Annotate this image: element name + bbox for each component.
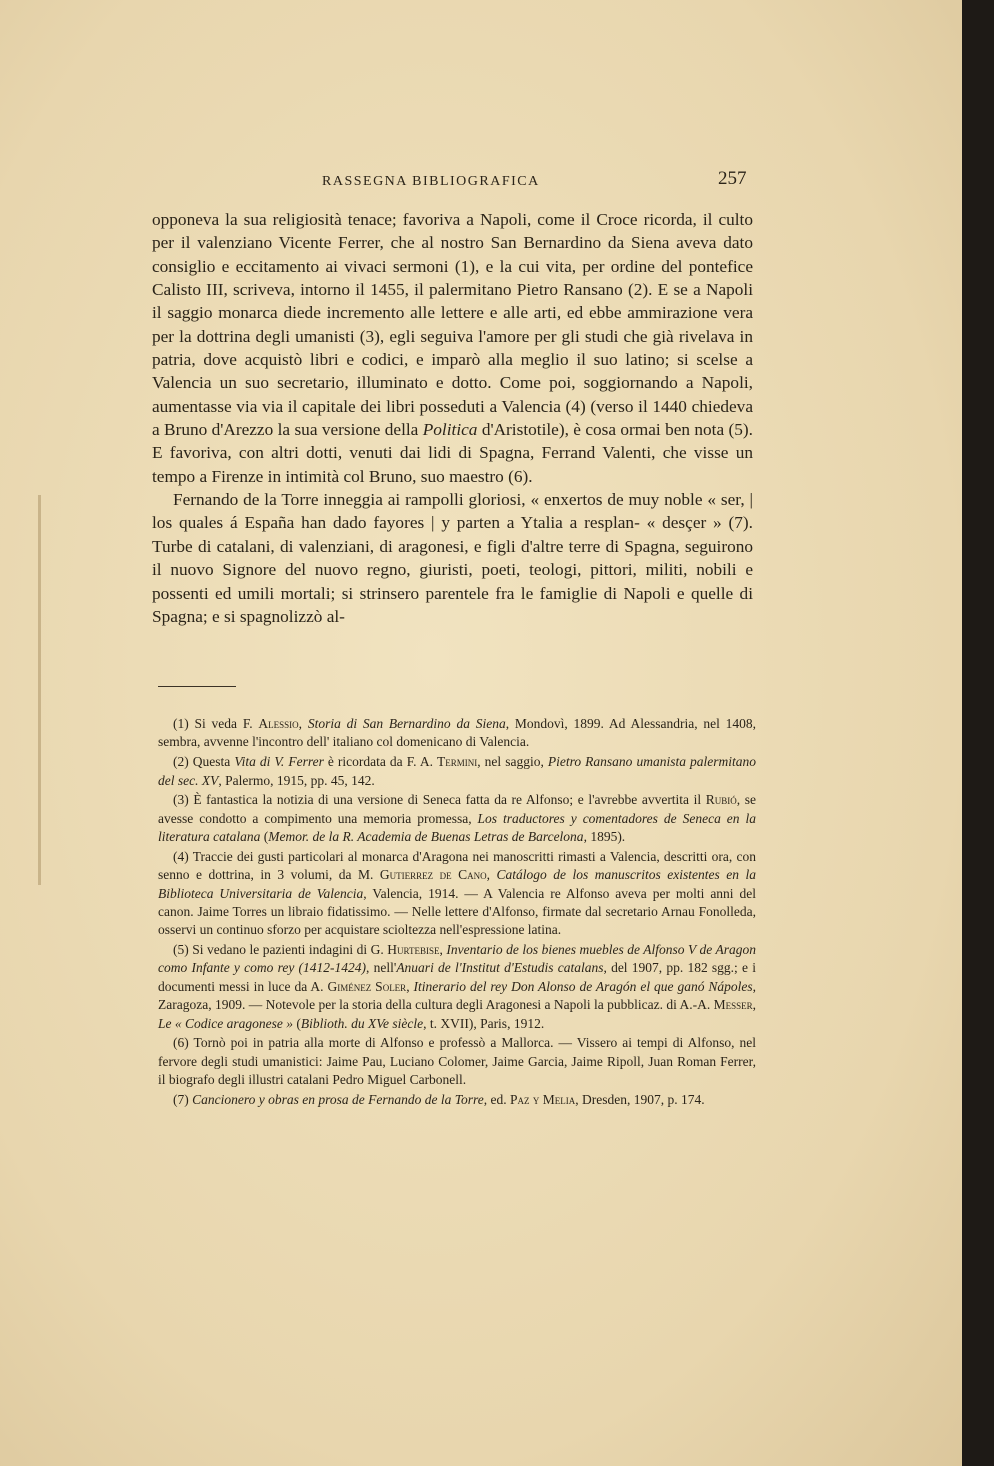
footnote-2: (2) Questa Vita di V. Ferrer è ricordata da F. A. Termini, nel saggio, Pietro Ransano umanista palermitano del sec. XV, Palermo, 1915, pp. 45, 142. [158,754,757,788]
running-head: RASSEGNA BIBLIOGRAFICA [322,174,540,189]
page-header [0,168,962,198]
paragraph-1-text: opponeva la sua religiosità tenace; favoriva a Napoli, come il Croce ricorda, il culto per il valenziano Vicente Ferrer, che al nostro San Bernardino da Siena aveva dato consiglio e eccitamento ai vivaci sermoni (1), e la cui vita, per ordine del pontefice Calisto III, scriveva, intorno il 1455, il palermitano Pietro Ransano (2). E se a Napoli il saggio monarca diede incremento alle lettere e alle arti, ed ebbe ammirazione vera per la dottrina degli umanisti (3), egli seguiva l'amore per gli studi che già rivelava in patria, dove acquistò libri e codici, e imparò alla meglio il suo latino; si scelse a Valencia un suo secretario, illuminato e dotto. Come poi, soggiornando a Napoli, aumentasse via via il capitale dei libri posseduti a Valencia (4) (verso il 1440 chiedeva a Bruno d'Arezzo la sua versione della [152,210,753,440]
footnote-4: (4) Traccie dei gusti particolari al monarca d'Aragona nei manoscritti rimasti a Valencia, descritti ora, con senno e dottrina, in 3 volumi, da M. Gutierrez de Cano, Catálogo de los manuscritos existentes en la Biblioteca Universitaria de Valencia, Valencia, 1914. — A Valencia re Alfonso aveva per molti anni del canon. Jaime Torres un libraio fidatissimo. — Nelle lettere d'Alfonso, firmate dal secretario Arnau Fonolleda, osservi un continuo sforzo per acquistare scioltezza nell'espressione latina. [158,848,757,938]
footnote-3: (3) È fantastica la notizia di una versione di Seneca fatta da re Alfonso; e l'avrebbe avvertita il Rubió, se avesse condotto a compimento una memoria promessa, Los traductores y comentadores de Seneca en la literatura catalana (Memor. de la R. Academia de Buenas Letras de Barcelona, 1895). [158,792,757,845]
paragraph-1-end: d'Aristotile), è cosa ormai ben nota (5). E favoriva, con altri dotti, venuti dai lidi di Spagna, Ferrand Valenti, che visse un tempo a Firenze in intimità col Bruno, suo maestro (6). [152,420,753,486]
footnote-rule [158,686,236,687]
paragraph-1 [152,208,753,488]
footnote-5: (5) Si vedano le pazienti indagini di G. Hurtebise, Inventario de los bienes muebles de Alfonso V de Aragon como Infante y como rey (1412-1424), nell'Anuari de l'Institut d'Estudis catalans, del 1907, pp. 182 sgg.; e i documenti messi in luce da A. Giménez Soler, Itinerario del rey Don Alonso de Aragón el que ganó Nápoles, Zaragoza, 1909. — Notevole per la storia della cultura degli Aragonesi a Napoli la pubblicaz. di A.-A. Messer, Le « Codice aragonese » (Biblioth. du XVe siècle, t. XVII), Paris, 1912. [158,942,757,1031]
main-text [152,208,753,628]
binding-shadow [38,495,41,885]
page-number: 257 [718,168,747,189]
paragraph-2: Fernando de la Torre inneggia ai rampolli gloriosi, « enxertos de muy noble « ser, | los quales á España han dado fayores | y parten a Ytalia a resplan- « desçer » (7). Turbe di catalani, di valenziani, di aragonesi, e figli d'altre terre di Spagna, seguirono il nuovo Signore del nuovo regno, giuristi, poeti, teologi, pittori, militi, nobili e possenti ed umili mortali; si strinsero parentele fra le famiglie di Napoli e quelle di Spagna; e si spagnolizzò al- [152,490,753,626]
footnote-6: (6) Tornò poi in patria alla morte di Alfonso e professò a Mallorca. — Vissero ai tempi di Alfonso, nel fervore degli studi umanistici: Jaime Pau, Luciano Colomer, Jaime Garcia, Jaime Ripoll, Juan Roman Ferrer, il biografo degli illustri catalani Pedro Miguel Carbonell. [158,1035,756,1088]
footnotes [158,715,756,1111]
italic-title: Politica [422,420,478,440]
footnote-7: (7) Cancionero y obras en prosa de Fernando de la Torre, ed. Paz y Melia, Dresden, 1907, p. 174. [173,1091,705,1107]
scan-edge [962,0,994,1466]
footnote-1: (1) Si veda F. Alessio, Storia di San Bernardino da Siena, Mondovì, 1899. Ad Alessandria, nel 1408, sembra, avvenne l'incontro dell' italiano col domenicano di Valencia. [158,716,756,750]
